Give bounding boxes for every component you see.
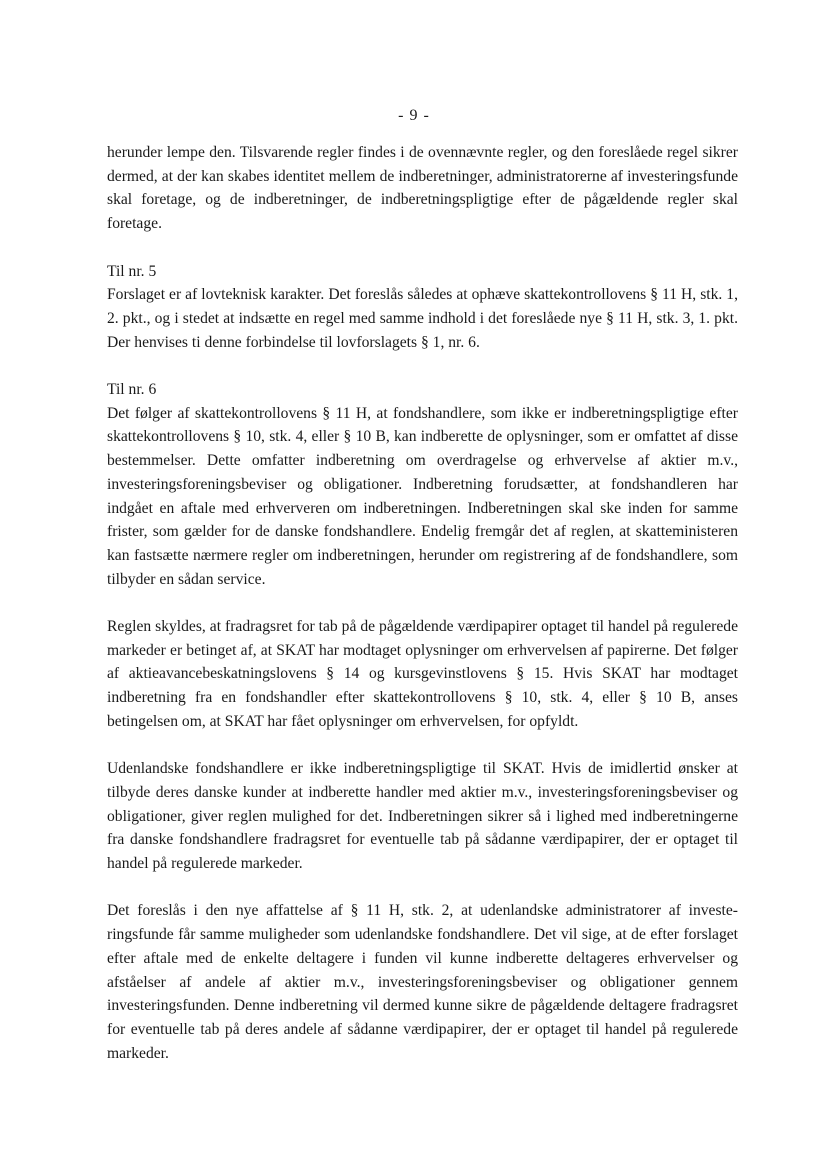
paragraph-text: Det følger af skattekontrollovens § 11 H, at fondshandlere, som ikke er indberetningspligtige efter skattekontrollovens § 10, stk. 4, eller § 10 B, kan indberette de oplysninger, som er omfattet af disse bestemmelser. Dette omfatter indberetning om overdragelse og erhvervelse af aktier m.v., investeringsforeningsbeviser og obligationer. Indberetning forudsætter, at fondshandleren har indgået en aftale med erhververen om indberetningen. Indberetningen skal ske inden for samme frister, som gælder for de danske fondshandlere. Endelig fremgår det af reglen, at skatteministeren kan fastsætte nærmere regler om indberetningen, herunder om registrering af de fondshandlere, som tilbyder en sådan service. — [107, 404, 738, 588]
document-body — [107, 141, 738, 1089]
section-heading: Til nr. 6 — [107, 381, 157, 398]
paragraph-text: Det foreslås i den nye affattelse af § 11 H, stk. 2, at udenlandske administratorer af investe-ringsfunde får samme muligheder som udenlandske fondshandlere. Det vil sige, at de efter forslaget efter aftale med de enkelte deltagere i funden vil kunne indberette deltageres erhvervelser og afståelser af andele af aktier m.v., investeringsforeningsbeviser og obligationer gennem investeringsfunden. Denne indberetning vil dermed kunne sikre de pågældende deltagere fradragsret for eventuelle tab på deres andele af sådanne værdipapirer, der er optaget til handel på regulerede markeder. — [107, 902, 738, 1062]
section-til-nr-5 — [107, 260, 738, 355]
section-heading: Til nr. 5 — [107, 262, 157, 280]
paragraph-text: Reglen skyldes, at fradragsret for tab på de pågældende værdipapirer optaget til handel på regulerede markeder er betinget af, at SKAT har modtaget oplysninger om erhvervelsen af papirerne. Det følger af aktieavancebeskatningslovens § 14 og kursgevinstlovens § 15. Hvis SKAT har modtaget indberetning fra en fondshandler efter skattekontrollovens § 10, stk. 4, eller § 10 B, anses betingelsen om, at SKAT har fået oplysninger om erhvervelsen, for opfyldt. — [107, 618, 738, 730]
section-til-nr-6 — [107, 378, 738, 591]
paragraph-text: Udenlandske fondshandlere er ikke indberetningspligtige til SKAT. Hvis de imidlertid ønsker at tilbyde deres danske kunder at indberette handler med aktier m.v., investeringsforeningsbeviser og obligationer, giver reglen mulighed for det. Indberetningen sikrer så i lighed med indberetningerne fra danske fondshandlere fradragsret for eventuelle tab på sådanne værdipapirer, der er optaget til handel på regulerede markeder. — [107, 760, 738, 873]
paragraph-continuation — [107, 141, 738, 236]
paragraph-udenlandske-fondshandlere — [107, 757, 738, 876]
page-number: - 9 - — [398, 107, 430, 124]
paragraph-fradragsret — [107, 615, 738, 734]
paragraph-text: Forslaget er af lovteknisk karakter. Det foreslås således at ophæve skattekontrollovens § 11 H, stk. 1, 2. pkt., og i stedet at indsætte en regel med samme indhold i det foreslåede nye § 11 H, stk. 3, 1. pkt. Der henvises ti denne forbindelse til lovforslagets § 1, nr. 6. — [107, 286, 738, 351]
paragraph-udenlandske-administratorer — [107, 899, 738, 1065]
paragraph-text: herunder lempe den. Tilsvarende regler findes i de ovennævnte regler, og den foreslåede regel sikrer dermed, at der kan skabes identitet mellem de indberetninger, administratorerne af investeringsfunde skal foretage, og de indberetninger, de indberetningspligtige efter de pågældende regler skal foretage. — [107, 144, 738, 233]
